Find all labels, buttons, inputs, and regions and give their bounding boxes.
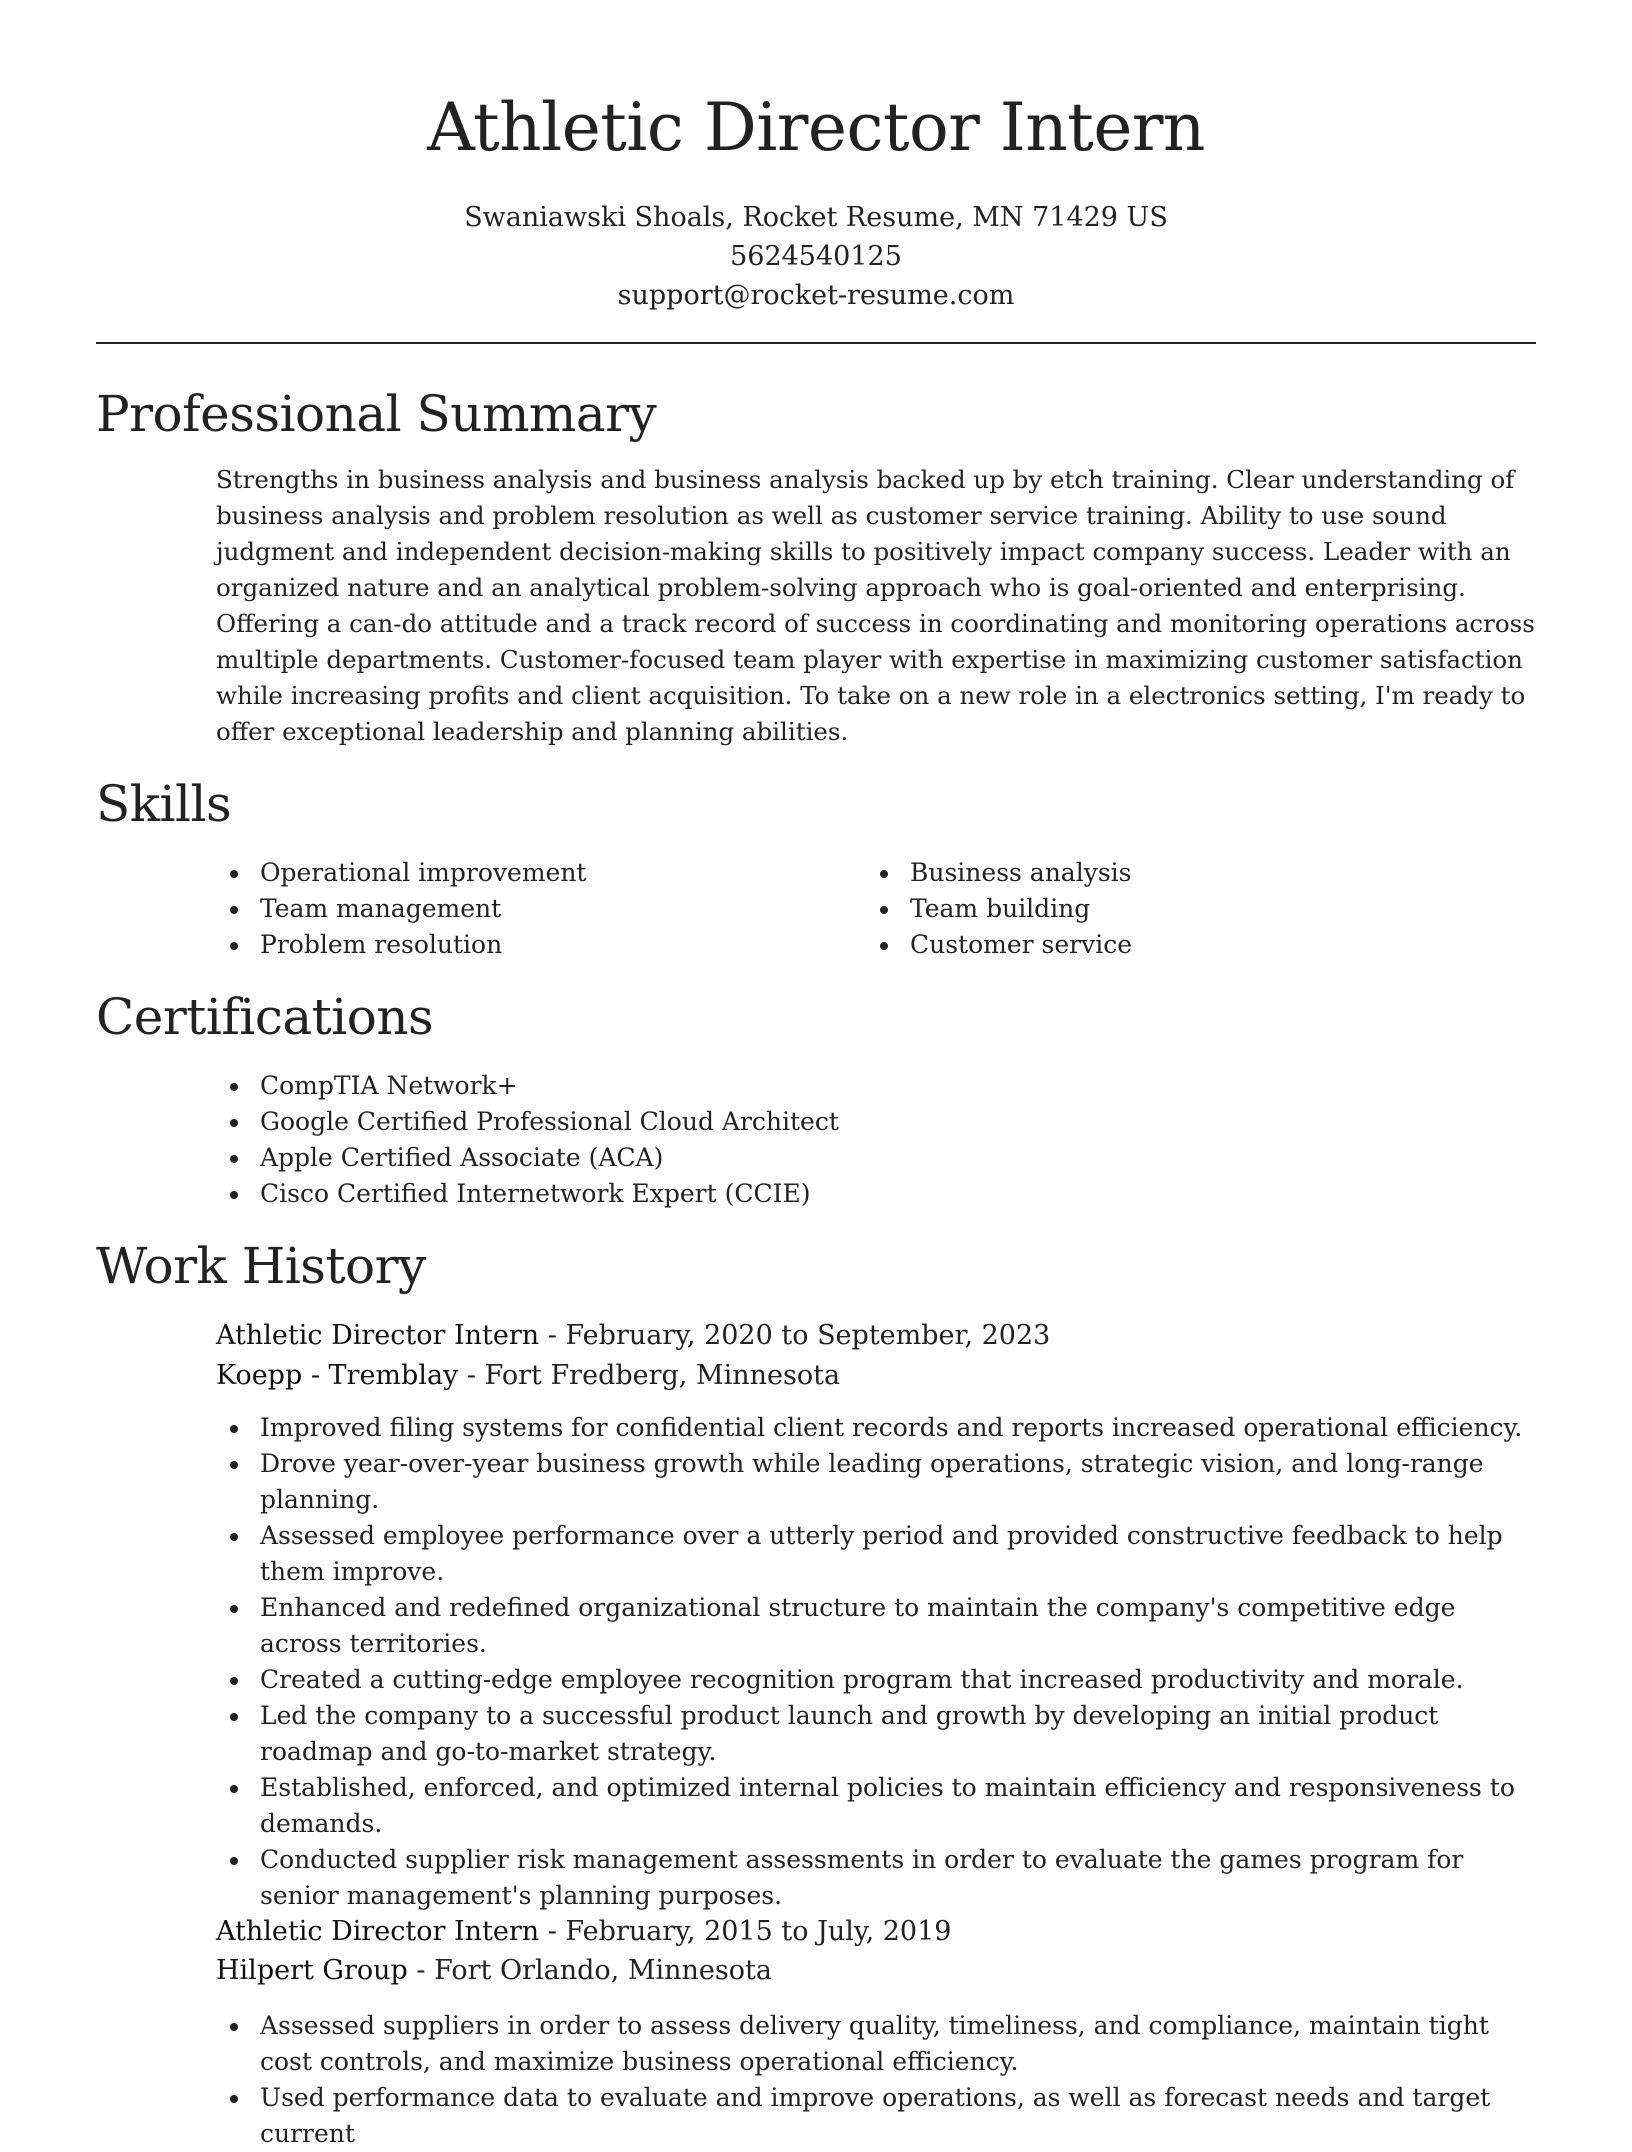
skills-list-right [866,855,1466,963]
duty-item: Enhanced and redefined organizational structure to maintain the company's competitive edge across territories. [216,1590,1536,1662]
email: support@rocket-resume.com [617,280,1015,311]
phone: 5624540125 [730,241,902,272]
certifications-list [216,1068,1416,1212]
skill-item: Business analysis [866,855,1466,891]
duty-item: Assessed employee performance over a utterly period and provided constructive feedback to help them improve. [216,1518,1536,1590]
skill-item: Team management [216,891,816,927]
duty-item: Conducted supplier risk management assessments in order to evaluate the games program for senior management's planning purposes. [216,1842,1536,1914]
job-company: Hilpert Group [216,1955,408,1986]
header-divider [96,342,1536,344]
job-company-line [216,1356,1536,1396]
summary-text: Strengths in business analysis and business analysis backed up by etch training. Clear understanding of business analysis and problem resolution as well as customer service training. Ability to use sound judgment and independent decision-making skills to positively impact company success. Leader with an organized nature and an analytical problem-solving approach who is goal-oriented and enterprising. Offering a can-do attitude and a track record of success in coordinating and monitoring operations across multiple departments. Customer-focused team player with expertise in maximizing customer satisfaction while increasing profits and client acquisition. To take on a new role in a electronics setting, I'm ready to offer exceptional leadership and planning abilities. [216,465,1535,746]
resume-header [96,80,1536,315]
certification-item: Apple Certified Associate (ACA) [216,1140,1416,1176]
certification-item: Cisco Certified Internetwork Expert (CCIE) [216,1176,1416,1212]
job-company-line [216,1951,1536,1991]
job-role: Athletic Director Intern [216,1916,540,1947]
job-title-line [216,1316,1536,1356]
duty-item: Drove year-over-year business growth while leading operations, strategic vision, and long-range planning. [216,1446,1536,1518]
duty-item: Improved filing systems for confidential client records and reports increased operational efficiency. [216,1410,1536,1446]
job-duties-list [216,1410,1536,1914]
job-company: Koepp - Tremblay [216,1360,459,1391]
job-dates: - February, 2015 to July, 2019 [539,1916,952,1947]
job-duties-list [216,2008,1536,2152]
section-title-summary: Professional Summary [96,385,657,443]
candidate-name: Athletic Director Intern [427,89,1205,166]
job-role: Athletic Director Intern [216,1320,540,1351]
job-location: - Fort Orlando, Minnesota [407,1955,772,1986]
contact-block [96,198,1536,315]
skill-item: Operational improvement [216,855,816,891]
section-title-skills: Skills [96,775,232,833]
job-title-line [216,1912,1536,1952]
certification-item: CompTIA Network+ [216,1068,1416,1104]
duty-item: Led the company to a successful product launch and growth by developing an initial product roadmap and go-to-market strategy. [216,1698,1536,1770]
section-title-work-history: Work History [96,1237,426,1295]
job-dates: - February, 2020 to September, 2023 [539,1320,1051,1351]
certification-item: Google Certified Professional Cloud Architect [216,1104,1416,1140]
skill-item: Problem resolution [216,927,816,963]
duty-item: Established, enforced, and optimized internal policies to maintain efficiency and responsiveness to demands. [216,1770,1536,1842]
skills-list-left [216,855,816,963]
section-title-certifications: Certifications [96,988,434,1046]
duty-item: Assessed suppliers in order to assess delivery quality, timeliness, and compliance, maintain tight cost controls, and maximize business operational efficiency. [216,2008,1536,2080]
skill-item: Customer service [866,927,1466,963]
job-location: - Fort Fredberg, Minnesota [458,1360,841,1391]
duty-item: Used performance data to evaluate and improve operations, as well as forecast needs and target current [216,2080,1536,2152]
skill-item: Team building [866,891,1466,927]
duty-item: Created a cutting-edge employee recognition program that increased productivity and morale. [216,1662,1536,1698]
address: Swaniawski Shoals, Rocket Resume, MN 71429 US [464,202,1168,233]
